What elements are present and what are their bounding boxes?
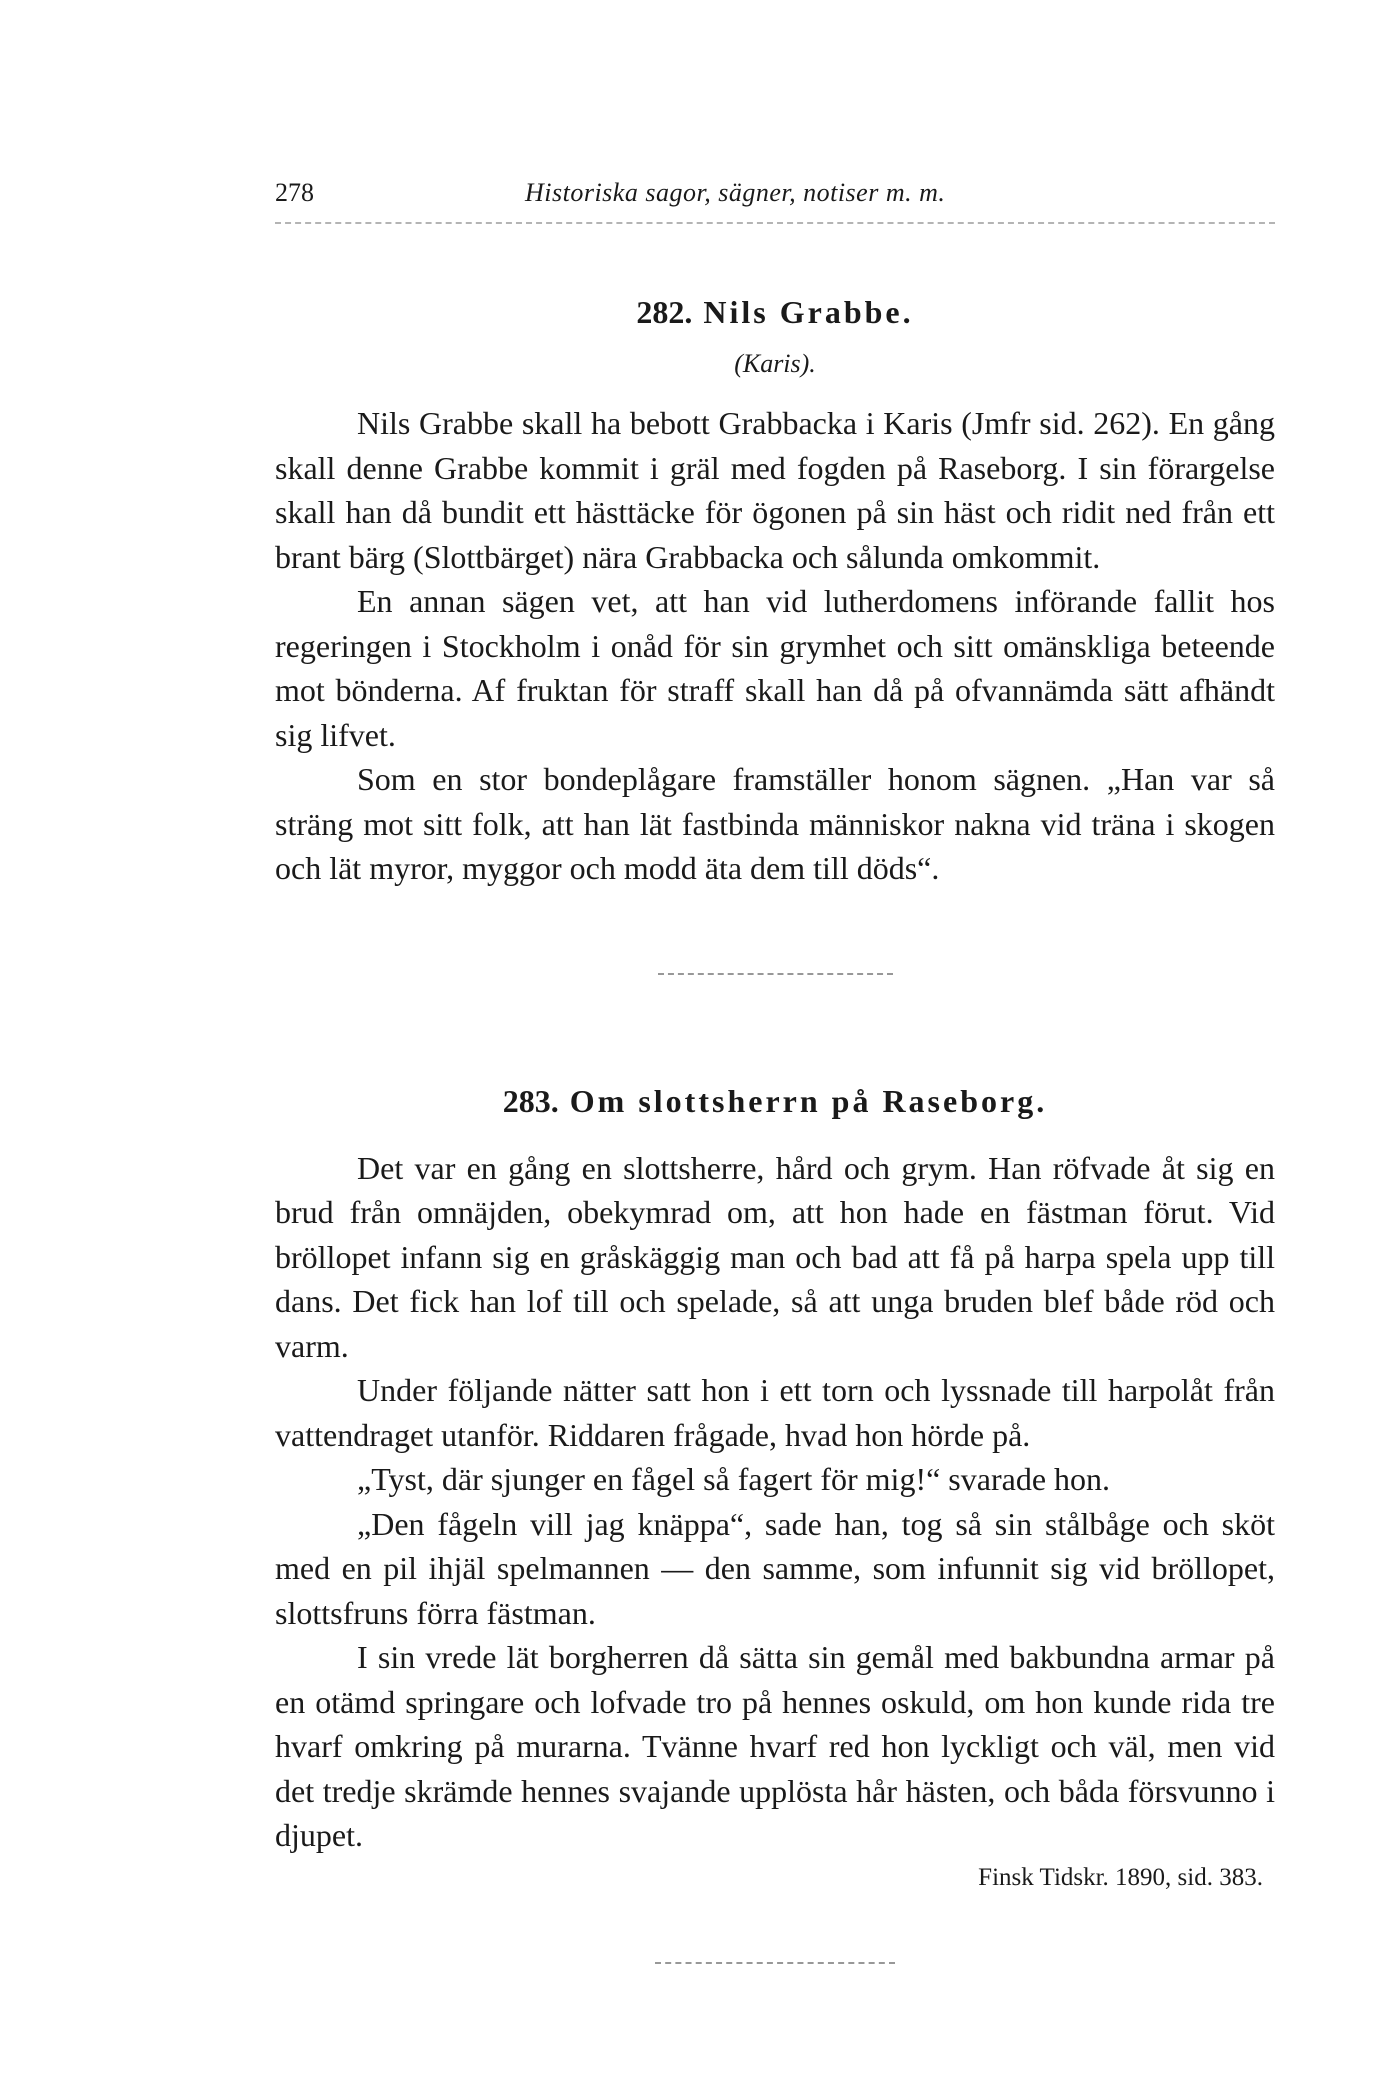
section-place: (Karis). — [734, 349, 816, 378]
section-number: 282. — [636, 294, 693, 330]
paragraph: „Den fågeln vill jag knäppa“, sade han, tog så sin stålbåge och sköt med en pil ihjäl spelmannen — den samme, som infunnit sig vid bröllopet, slottsfruns förra fästman. — [275, 1505, 1275, 1631]
section-title — [275, 1083, 1275, 1120]
paragraph: Det var en gång en slottsherre, hård och grym. Han röfvade åt sig en brud från omnäjden, obekymrad om, att hon hade en fästman förut. Vid bröllopet infann sig en gråskäggig man och bad att få på harpa spela upp till dans. Det fick han lof till och spelade, så att unga bruden blef både röd och varm. — [275, 1149, 1275, 1364]
page-number: 278 — [275, 178, 314, 207]
section-body — [275, 401, 1275, 891]
paragraph: „Tyst, där sjunger en fågel så fagert för mig!“ svarade hon. — [357, 1461, 1111, 1497]
paragraph: En annan sägen vet, att han vid lutherdomens införande fallit hos regeringen i Stockholm i onåd för sin grymhet och sitt omänskliga beteende mot bönderna. Af fruktan för straff skall han då på ofvannämda sätt afhändt sig lifvet. — [275, 583, 1275, 753]
section-heading-text: Om slottsherrn på Raseborg. — [569, 1082, 1048, 1119]
source-citation: Finsk Tidskr. 1890, sid. 383. — [978, 1863, 1263, 1891]
section-separator — [658, 973, 893, 975]
section-282 — [275, 294, 1275, 891]
section-title — [275, 294, 1275, 331]
paragraph: I sin vrede lät borgherren då sätta sin gemål med bakbundna armar på en otämd springare och lofvade tro på hennes oskuld, om hon kunde rida tre hvarf omkring på murarna. Tvänne hvarf red hon lyckligt och väl, men vid det tredje skrämde hennes svajande upplösta hår hästen, och båda försvunno i djupet. — [275, 1639, 1275, 1853]
page — [275, 170, 1275, 1964]
paragraph: Som en stor bondeplågare framställer honom sägnen. „Han var så sträng mot sitt folk, att han lät fastbinda människor nakna vid träna i skogen och lät myror, myggor och modd äta dem till döds“. — [275, 761, 1275, 886]
section-body — [275, 1146, 1275, 1858]
section-number: 283. — [502, 1082, 559, 1119]
end-separator — [655, 1962, 895, 1964]
running-head — [275, 170, 1275, 214]
section-heading-text: Nils Grabbe. — [703, 294, 914, 330]
section-283 — [275, 1083, 1275, 1892]
running-title: Historiska sagor, sägner, notiser m. m. — [525, 178, 946, 207]
paragraph: Under följande nätter satt hon i ett torn och lyssnade till harpolåt från vattendraget utanför. Riddaren frågade, hvad hon hörde på. — [275, 1372, 1275, 1453]
header-rule — [275, 222, 1275, 224]
paragraph: Nils Grabbe skall ha bebott Grabbacka i Karis (Jmfr sid. 262). En gång skall denne Grabbe kommit i gräl med fogden på Raseborg. I sin förargelse skall han då bundit ett hästtäcke för ögonen på sin häst och ridit ned från ett brant bärg (Slottbärget) nära Grabbacka och sålunda omkommit. — [275, 405, 1275, 575]
